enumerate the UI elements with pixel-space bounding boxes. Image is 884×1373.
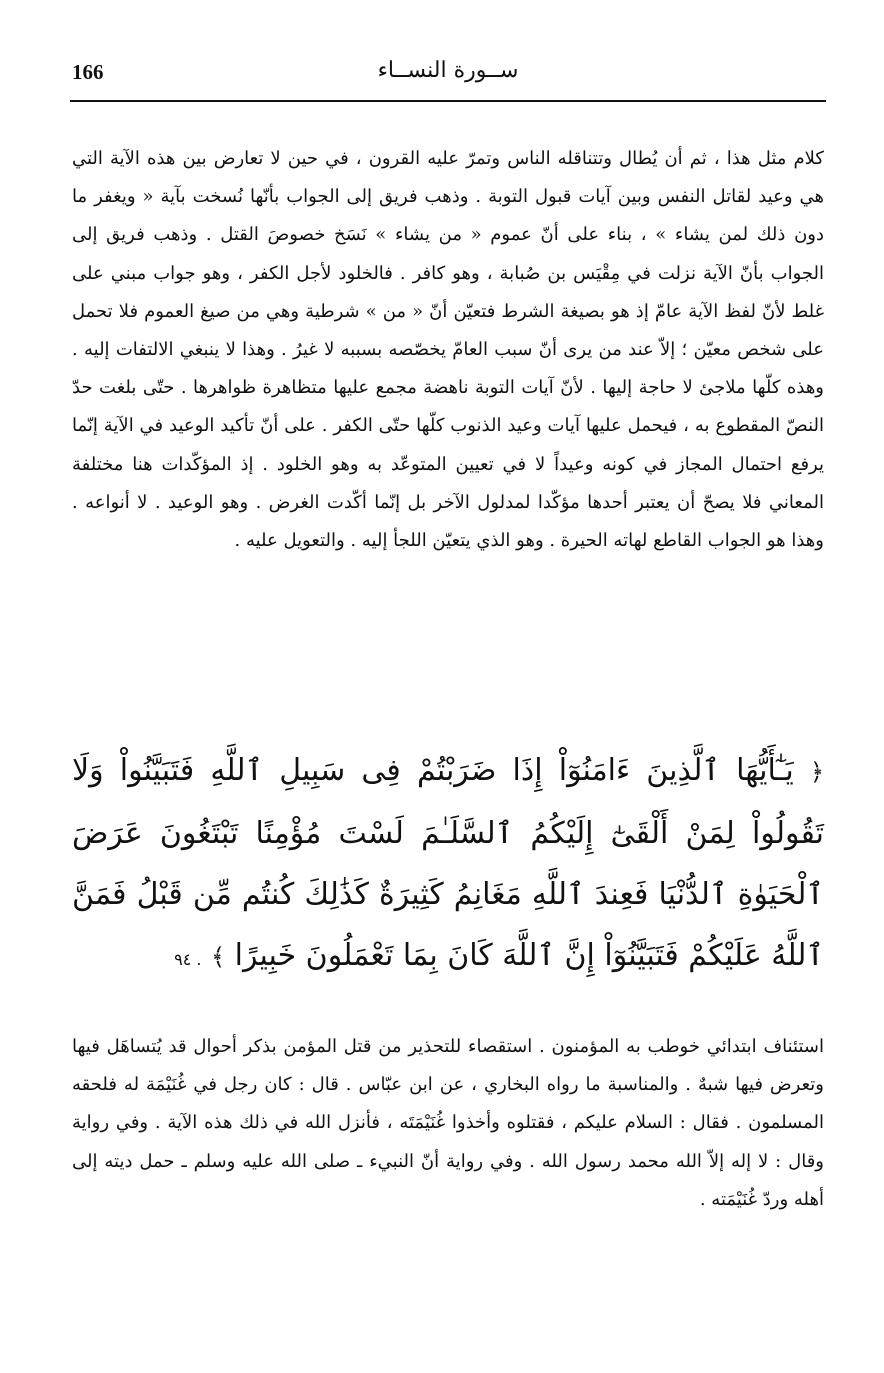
verse-text: يَـٰٓأَيُّهَا ٱلَّذِينَ ءَامَنُوٓاْ إِذَا ضَرَبْتُمْ فِى سَبِيلِ ٱللَّهِ فَتَبَيَّنُواْ وَلَا تَقُولُواْ لِمَنْ أَلْقَىٰٓ إِلَيْكُمُ ٱلسَّلَـٰمَ لَسْتَ مُؤْمِنًا تَبْتَغُونَ عَرَضَ ٱلْحَيَوٰةِ ٱلدُّنْيَا فَعِندَ ٱللَّهِ مَغَانِمُ كَثِيرَةٌ كَذَٰلِكَ كُنتُم مِّن قَبْلُ فَمَنَّ ٱللَّهُ عَلَيْكُمْ فَتَبَيَّنُوٓاْ إِنَّ ٱللَّهَ كَانَ بِمَا تَعْمَلُونَ خَبِيرًا (72, 753, 824, 973)
commentary-paragraph-1: كلام مثل هذا ، ثم أن يُطال وتتناقله الناس وتمرّ عليه القرون ، في حين لا تعارض بين هذه الآية التي هي وعيد لقاتل النفس وبين آيات قبول التوبة . وذهب فريق إلى الجواب بأنّها نُسخت بآية « ويغفر ما دون ذلك لمن يشاء » ، بناء على أنّ عموم « من يشاء » نَسَخ خصوصَ القتل . وذهب فريق إلى الجواب بأنّ الآية نزلت في مِقْيَس بن صُبابة ، وهو كافر . فالخلود لأجل الكفر ، وهو جواب مبني على غلط لأنّ لفظ الآية عامّ إذ هو بصيغة الشرط فتعيّن أنّ « من » شرطية وهي من صيغ العموم فلا تحمل على شخص معيّن ؛ إلاّ عند من يرى أنّ سبب العامّ يخصّصه بسببه لا غيرُ . وهذا لا ينبغي الالتفات إليه . وهذه كلّها ملاجئ لا حاجة إليها . لأنّ آيات التوبة ناهضة مجمع عليها متظاهرة ظواهرها . حتّى بلغت حدّ النصّ المقطوع به ، فيحمل عليها آيات وعيد الذنوب كلّها حتّى الكفر . على أنّ تأكيد الوعيد في الآية إنّما يرفع احتمال المجاز في كونه وعيداً لا في تعيين المتوعّد به وهو الخلود . إذ المؤكّدات هنا مختلفة المعاني فلا يصحّ أن يعتبر أحدها مؤكّدا لمدلول الآخر بل إنّما أكّدت الغرض . وهو الوعيد . لا أنواعه . وهذا هو الجواب القاطع لهاته الحيرة . وهو الذي يتعيّن اللجأ إليه . والتعويل عليه . (72, 148, 824, 552)
commentary-paragraph-2: استئناف ابتدائي خوطب به المؤمنون . استقصاء للتحذير من قتل المؤمن بذكر أحوال قد يُتساهَل فيها وتعرض فيها شبهٌ . والمناسبة ما رواه البخاري ، عن ابن عبّاس . قال : كان رجل في غُنَيْمَة له فلحقه المسلمون . فقال : السلام عليكم ، فقتلوه وأخذوا غُنَيْمَتَه ، فأنزل الله في ذلك هذه الآية . وفي رواية وقال : لا إله إلاّ الله محمد رسول الله . وفي رواية أنّ النبيء ـ صلى الله عليه وسلم ـ حمل ديته إلى أهله وردّ غُنَيْمَته . (72, 1036, 825, 1210)
running-title: ســورة النســاء (377, 58, 519, 83)
verse-open-bracket: ﴿ (809, 758, 824, 786)
verse-close-bracket: ﴾ (211, 943, 226, 971)
verse-number: . ٩٤ (174, 950, 202, 969)
header-rule (70, 100, 826, 102)
page-header (72, 58, 824, 98)
quran-verse (72, 740, 824, 990)
page-number: 166 (72, 60, 104, 84)
